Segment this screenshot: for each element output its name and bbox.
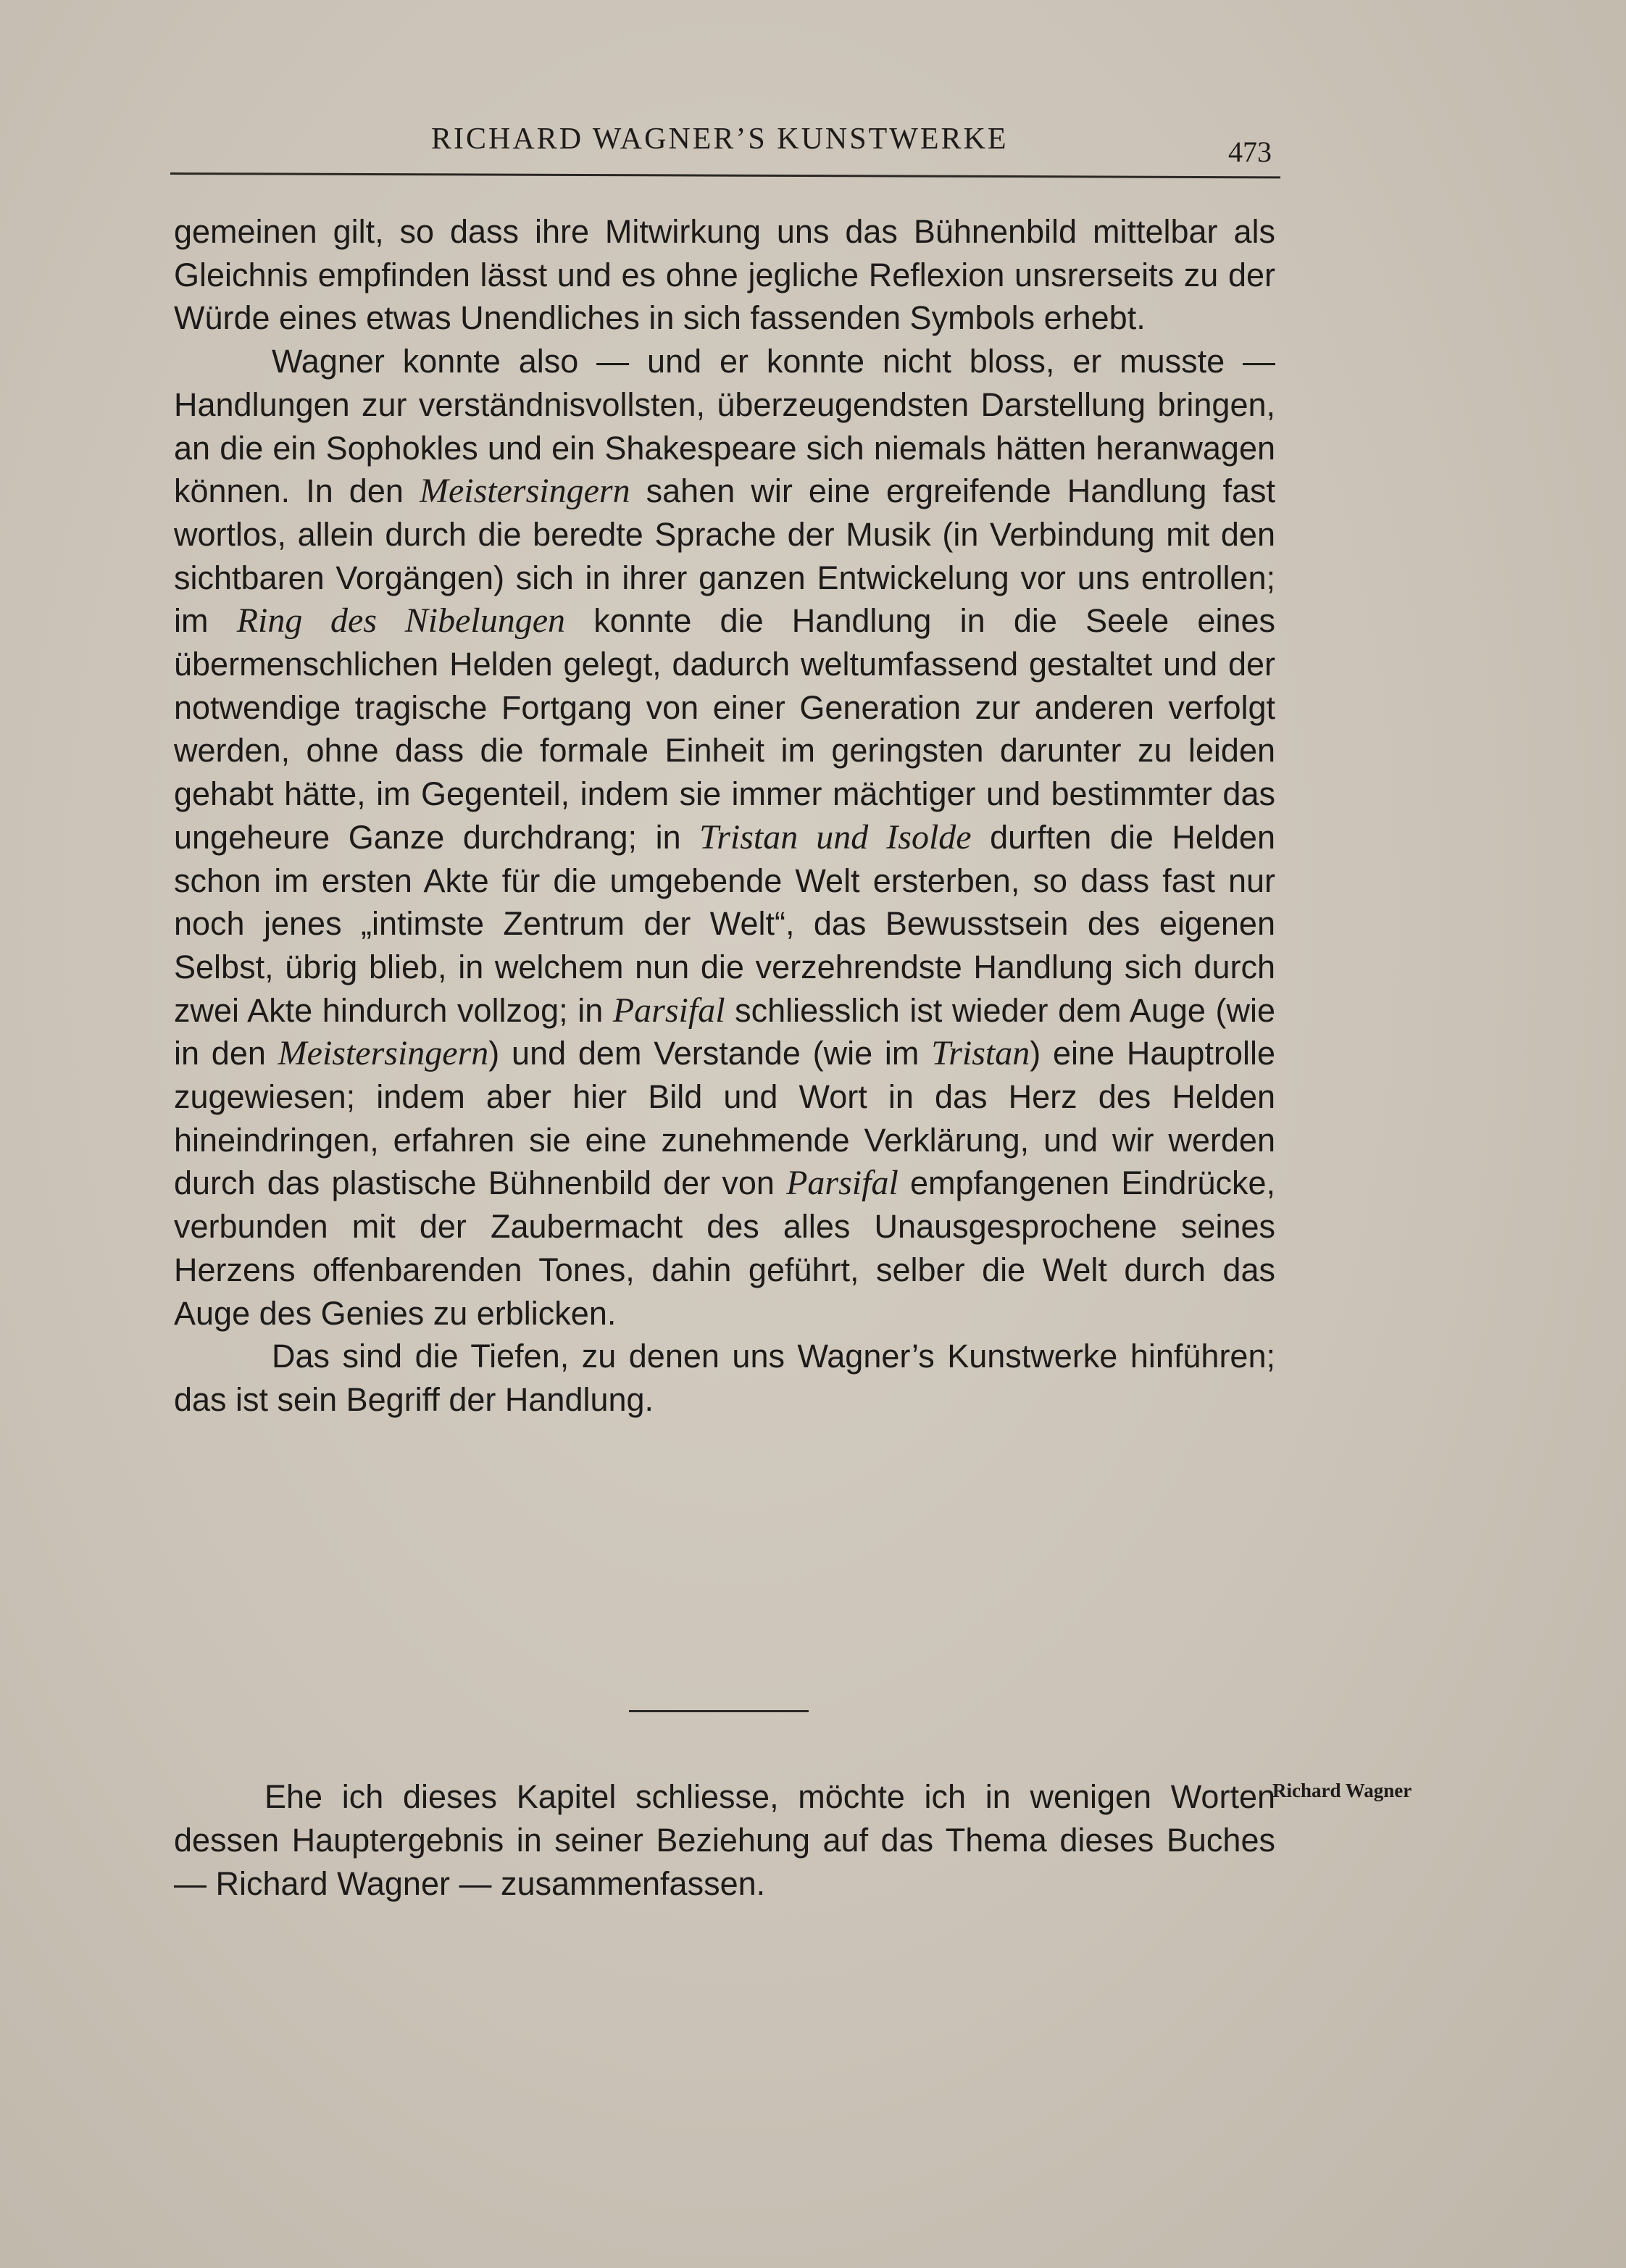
work-title-ring: Ring des Nibelungen [236, 601, 566, 641]
body-text [174, 210, 1275, 1422]
running-head-title: RICHARD WAGNER’S KUNSTWERKE [431, 122, 1009, 156]
section-divider [629, 1710, 809, 1712]
paragraph-1: gemeinen gilt, so dass ihre Mitwirkung uns das Bühnenbild mittelbar als Gleichnis empfinden lässt und es ohne jegliche Reflexion unsrerseits zu der Würde eines etwas Unendliches in sich fassenden Symbols erhebt. [174, 213, 1275, 337]
work-title-parsifal: Parsifal [612, 991, 725, 1030]
paragraph-2-text-b: sahen wir eine ergreifende Handlung fast wortlos, allein durch die beredte Sprache der Musik (in Verbindung mit den sichtbaren Vorgängen) sich in ihrer ganzen Entwickelung vor uns entrollen; im [174, 472, 1275, 640]
paragraph-2-text-a: Wagner konnte also — und er konnte nicht bloss, er musste — Handlungen zur verständnisvollsten, überzeugendsten Darstellung bringen, an die ein Sophokles und ein Shakespeare sich niemals hätten heranwagen können. In den [174, 343, 1275, 510]
work-title-tristan-isolde: Tristan und Isolde [699, 817, 972, 856]
header-rule [170, 172, 1280, 178]
paragraph-2-text-h: empfangenen Eindrücke, verbunden mit der Zaubermacht des alles Unausgesprochene seines Herzens offenbarenden Tones, dahin geführt, selber die Welt durch das Auge des Genies zu erblicken. [174, 1164, 1275, 1332]
paragraph-2 [174, 340, 1275, 1335]
running-head [170, 122, 1279, 172]
work-title-meistersingern-2: Meistersingern [278, 1034, 489, 1073]
paragraph-2-text-d: durften die Helden schon im ersten Akte für die umgebende Welt ersterben, so dass fast nur noch jenes „intimste Zentrum der Welt“, das Bewusstsein des eigenen Selbst, übrig blieb, in welchem nun die verzehrendste Handlung sich durch zwei Akte hindurch vollzog; in [174, 818, 1275, 1029]
paragraph-2-text-c: konnte die Handlung in die Seele eines übermenschlichen Helden gelegt, dadurch weltumfassend gestaltet und der notwendige tragische Fortgang von einer Generation zur anderen verfolgt werden, ohne dass die formale Einheit im geringsten darunter zu leiden gehabt hätte, im Gegenteil, indem sie immer mächtiger und bestimmter das ungeheure Ganze durchdrang; in [174, 602, 1275, 856]
closing-paragraph: Ehe ich dieses Kapitel schliesse, möchte ich in wenigen Worten dessen Hauptergebnis in seiner Beziehung auf das Thema dieses Buches — Richard Wagner — zusammenfassen. [174, 1778, 1275, 1902]
paragraph-2-text-g: ) eine Hauptrolle zugewiesen; indem aber hier Bild und Wort in das Herz des Helden hineindringen, erfahren sie eine zunehmende Verklärung, und wir werden durch das plastische Bühnenbild der von [174, 1035, 1275, 1202]
closing-text [174, 1775, 1275, 1906]
work-title-parsifal-2: Parsifal [786, 1164, 899, 1203]
work-title-tristan: Tristan [931, 1034, 1030, 1073]
paragraph-2-text-e: schliesslich ist wieder dem Auge (wie in den [174, 991, 1275, 1072]
work-title-meistersingern: Meistersingern [419, 472, 630, 511]
paragraph-3: Das sind die Tiefen, zu denen uns Wagner’s Kunstwerke hinführen; das ist sein Begriff der Handlung. [174, 1338, 1275, 1418]
paragraph-2-text-f: ) und dem Verstande (wie im [488, 1035, 932, 1072]
marginal-note: Richard Wagner [1272, 1780, 1412, 1801]
page-number: 473 [1228, 136, 1272, 168]
